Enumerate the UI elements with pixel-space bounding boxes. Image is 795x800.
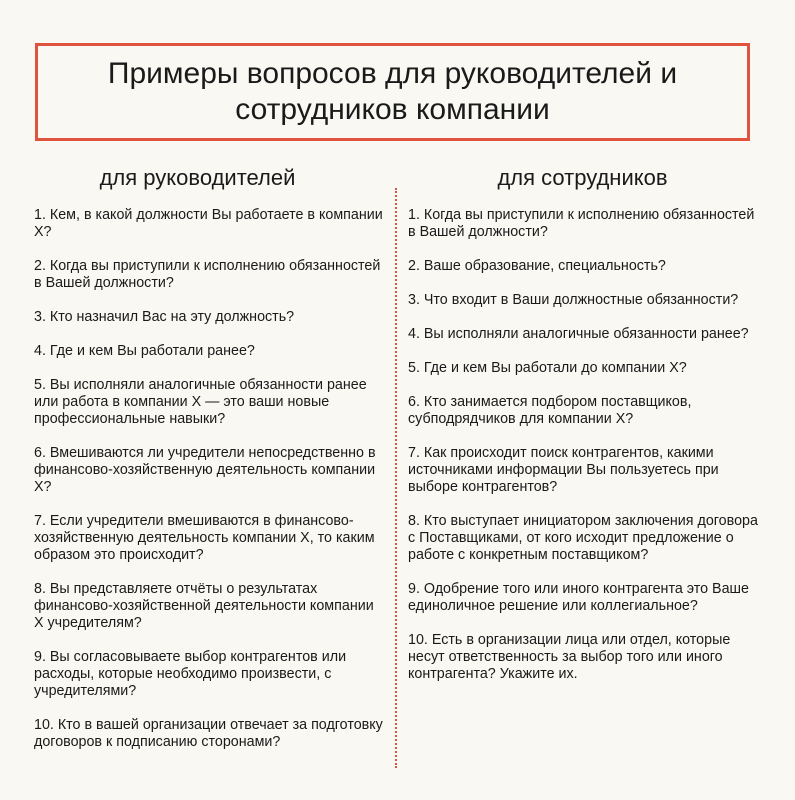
title-box xyxy=(35,43,750,141)
list-item: 5. Где и кем Вы работали до компании Х? xyxy=(408,360,687,376)
list-item: 9. Вы согласовываете выбор контрагентов или расходы, которые необходимо произвести, с учредителями? xyxy=(34,649,347,699)
list-item: 10. Кто в вашей организации отвечает за подготовку договоров к подписанию сторонами? xyxy=(34,717,383,750)
list-item: 6. Вмешиваются ли учредители непосредственно в финансово-хозяйственную деятельность компании Х? xyxy=(34,445,376,495)
list-item: 8. Кто выступает инициатором заключения договора с Поставщиками, от кого исходит предложение о работе с конкретным поставщиком? xyxy=(408,513,758,563)
list-item: 4. Где и кем Вы работали ранее? xyxy=(34,343,255,359)
list-item: 6. Кто занимается подбором поставщиков, субподрядчиков для компании Х? xyxy=(408,394,692,427)
list-item: 2. Когда вы приступили к исполнению обязанностей в Вашей должности? xyxy=(34,258,381,291)
right-column-heading: для сотрудников xyxy=(497,165,668,190)
list-item: 3. Кто назначил Вас на эту должность? xyxy=(34,309,295,325)
managers-question-list xyxy=(34,207,386,768)
list-item: 7. Как происходит поиск контрагентов, какими источниками информации Вы пользуетесь при выборе контрагентов? xyxy=(408,445,719,495)
list-item: 5. Вы исполняли аналогичные обязанности ранее или работа в компании Х — это ваши новые профессиональные навыки? xyxy=(34,377,367,427)
list-item: 7. Если учредители вмешиваются в финансово-хозяйственную деятельность компании Х, то каким образом это происходит? xyxy=(34,513,375,563)
employees-question-list xyxy=(408,207,758,700)
page-title: Примеры вопросов для руководителей и сотрудников компании xyxy=(107,57,678,126)
column-divider xyxy=(395,188,397,768)
list-item: 3. Что входит в Ваши должностные обязанности? xyxy=(408,292,739,308)
left-column-heading: для руководителей xyxy=(99,165,296,190)
list-item: 2. Ваше образование, специальность? xyxy=(408,258,666,274)
list-item: 4. Вы исполняли аналогичные обязанности ранее? xyxy=(408,326,749,342)
list-item: 10. Есть в организации лица или отдел, которые несут ответственность за выбор того или иного контрагента? Укажите их. xyxy=(408,632,731,682)
list-item: 1. Кем, в какой должности Вы работаете в компании Х? xyxy=(34,207,383,240)
list-item: 1. Когда вы приступили к исполнению обязанностей в Вашей должности? xyxy=(408,207,755,240)
list-item: 9. Одобрение того или иного контрагента это Ваше единоличное решение или коллегиальное? xyxy=(408,581,749,614)
list-item: 8. Вы представляете отчёты о результатах финансово-хозяйственной деятельности компании Х учредителям? xyxy=(34,581,374,631)
